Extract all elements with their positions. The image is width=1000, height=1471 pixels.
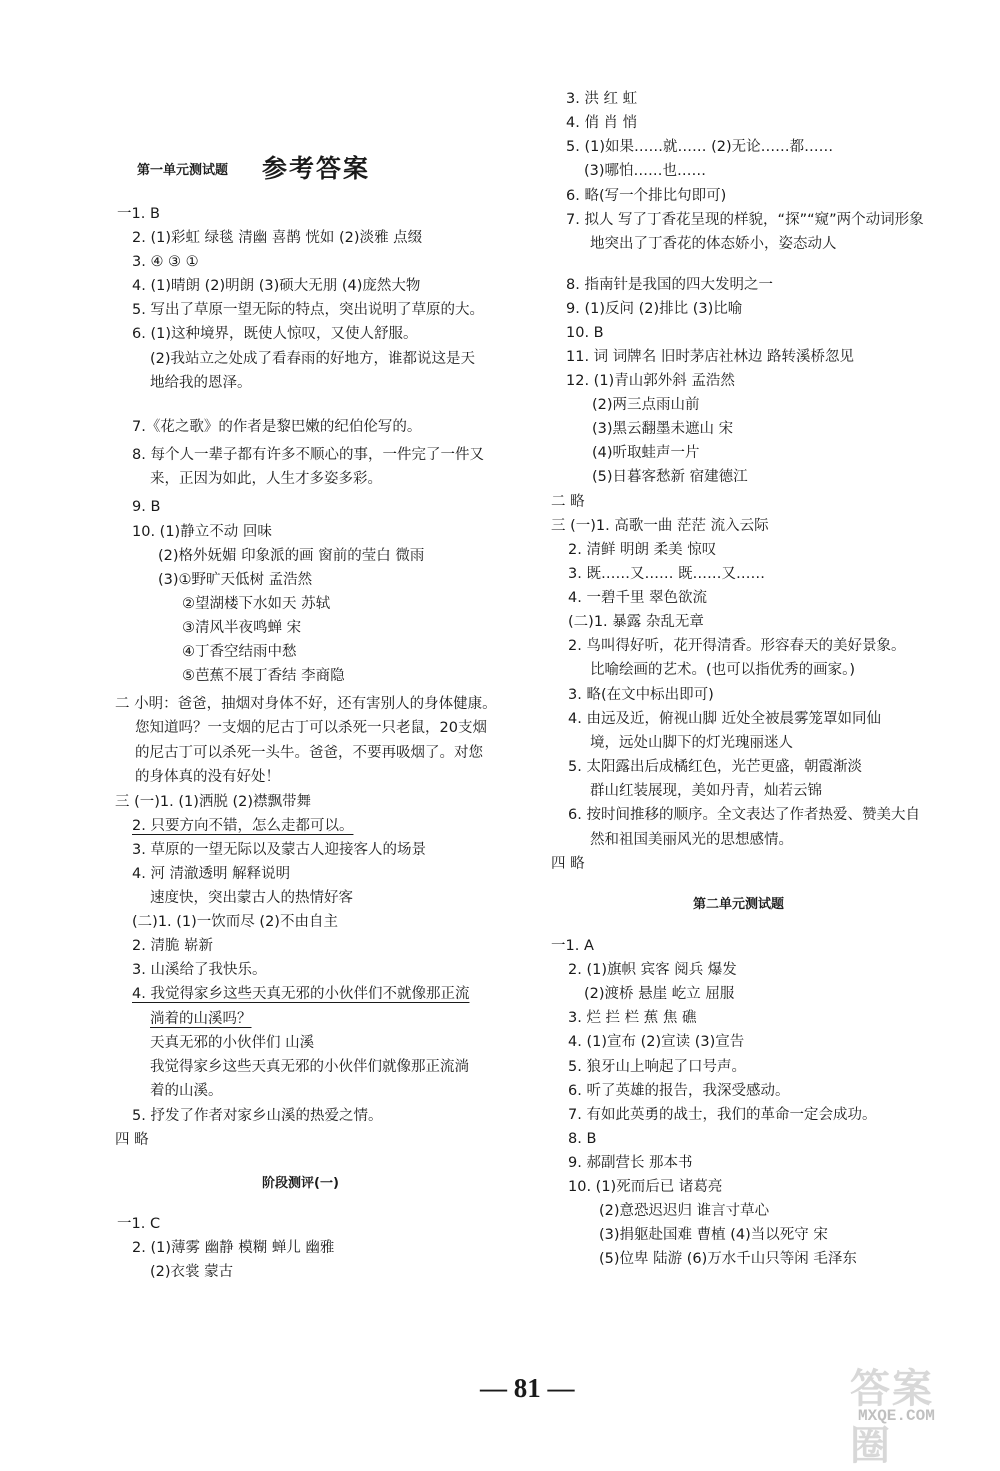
answer-line: 4. 河 清澈透明 解释说明 [132,866,291,882]
watermark-text: 答案圈 [850,1366,934,1469]
answer-line: 7.《花之歌》的作者是黎巴嫩的纪伯伦写的。 [132,419,422,435]
answer-line: 一1. A [551,938,594,954]
answer-line: 2. 只要方向不错，怎么走都可以。 [132,818,354,834]
page-title: 参考答案 [262,154,371,183]
answer-line: 5. 抒发了作者对家乡山溪的热爱之情。 [132,1108,383,1124]
answer-line: 9. (1)反问 (2)排比 (3)比喻 [566,301,743,317]
answer-line: 4. (1)宣布 (2)宣读 (3)宣告 [568,1034,745,1050]
answer-line: 10. (1)静立不动 回味 [132,524,272,540]
answer-line: (2)格外妩媚 印象派的画 窗前的莹白 微雨 [158,548,425,564]
answer-line: 淌着的山溪吗？ [150,1011,252,1027]
answer-line: (2)我站立之处成了看春雨的好地方，谁都说这是天 [150,351,476,367]
answer-line: 8. 指南针是我国的四大发明之一 [566,277,773,293]
answer-line: 速度快，突出蒙古人的热情好客 [150,890,353,906]
answer-line: 2. 清鲜 明朗 柔美 惊叹 [568,542,717,558]
answer-line: 3. 烂 拦 栏 蕉 焦 礁 [568,1010,697,1026]
answer-line: (二)1. 暴露 杂乱无章 [568,614,704,630]
answer-line: 四 略 [115,1132,149,1148]
answer-line: (2)衣裳 蒙古 [150,1264,234,1280]
answer-line: 四 略 [551,856,585,872]
page-number: — 81 — [480,1373,575,1403]
answer-line: (3)①野旷天低树 孟浩然 [158,572,313,588]
answer-line: (2)两三点雨山前 [592,397,700,413]
answer-line: 的尼古丁可以杀死一头牛。爸爸，不要再吸烟了。对您 [135,745,483,761]
answer-line: 一1. B [117,206,160,222]
answer-line: 4. (1)晴朗 (2)明朗 (3)硕大无朋 (4)庞然大物 [132,278,421,294]
answer-line: 12. (1)青山郭外斜 孟浩然 [566,373,735,389]
answer-line: ⑤芭蕉不展丁香结 李商隐 [182,668,345,684]
answer-line: ③清风半夜鸣蝉 宋 [182,620,302,636]
section-heading: 阶段测评(一) [262,1176,339,1191]
answer-line: 您知道吗？一支烟的尼古丁可以杀死一只老鼠，20支烟 [135,720,487,736]
answer-line: (4)听取蛙声一片 [592,445,700,461]
answer-line: 9. 郝副营长 那本书 [568,1155,693,1171]
answer-line: 3. 草原的一望无际以及蒙古人迎接客人的场景 [132,842,426,858]
answer-line: 3. 山溪给了我快乐。 [132,962,267,978]
answer-line: 着的山溪。 [150,1083,223,1099]
answer-line: 3. ④ ③ ① [132,254,199,270]
answer-line: 7. 有如此英勇的战士，我们的革命一定会成功。 [568,1107,877,1123]
section-heading: 第二单元测试题 [693,897,785,912]
answer-line: 地突出了丁香花的体态娇小，姿态动人 [590,236,837,252]
answer-line: 然和祖国美丽风光的思想感情。 [590,832,793,848]
answer-line: 11. 词 词牌名 旧时茅店社林边 路转溪桥忽见 [566,349,854,365]
answer-line: 4. 一碧千里 翠色欲流 [568,590,708,606]
answer-line: 三 (一)1. 高歌一曲 茫茫 流入云际 [551,518,769,534]
answer-line: (二)1. (1)一饮而尽 (2)不由自主 [132,914,338,930]
answer-line: 6. 按时间推移的顺序。全文表达了作者热爱、赞美大自 [568,807,920,823]
section-heading: 第一单元测试题 [137,163,229,178]
answer-line: 6. (1)这种境界，既使人惊叹，又使人舒服。 [132,326,418,342]
answer-line: 2. (1)旗帜 宾客 阅兵 爆发 [568,962,737,978]
answer-line: (5)位卑 陆游 (6)万水千山只等闲 毛泽东 [599,1251,857,1267]
answer-line: (2)渡桥 悬崖 屹立 屈服 [584,986,735,1002]
answer-line: 6. 略(写一个排比句即可) [566,188,727,204]
answer-line: 来，正因为如此，人生才多姿多彩。 [150,471,382,487]
answer-line: 二 小明：爸爸，抽烟对身体不好，还有害别人的身体健康。 [115,696,497,712]
answer-line: 2. 清脆 崭新 [132,938,214,954]
answer-line: 7. 拟人 写了丁香花呈现的样貌，“探”“窥”两个动词形象 [566,212,924,228]
answer-line: 9. B [132,499,161,515]
answer-line: 比喻绘画的艺术。(也可以指优秀的画家。) [590,662,856,678]
answer-line: 3. 既……又…… 既……又…… [568,566,766,582]
answer-line: ④丁香空结雨中愁 [182,644,297,660]
answer-line: 我觉得家乡这些天真无邪的小伙伴们就像那正流淌 [150,1059,469,1075]
answer-line: 二 略 [551,494,585,510]
answer-line: 8. 每个人一辈子都有许多不顺心的事，一件完了一件又 [132,447,484,463]
answer-line: 4. 由远及近，俯视山脚 近处全被晨雾笼罩如同仙 [568,711,882,727]
answer-line: 三 (一)1. (1)洒脱 (2)襟飘带舞 [115,794,312,810]
answer-line: 天真无邪的小伙伴们 山溪 [150,1035,315,1051]
answer-line: 8. B [568,1131,597,1147]
answer-line: 一1. C [117,1216,161,1232]
answer-line: 5. 狼牙山上响起了口号声。 [568,1059,746,1075]
answer-line: 10. B [566,325,604,341]
answer-line: ②望湖楼下水如天 苏轼 [182,596,331,612]
answer-line: 10. (1)死而后已 诸葛亮 [568,1179,723,1195]
answer-line: (3)哪怕……也…… [584,163,707,179]
answer-line: 5. 写出了草原一望无际的特点，突出说明了草原的大。 [132,302,484,318]
answer-line: 3. 洪 红 虹 [566,91,638,107]
answer-line: (2)意恐迟迟归 谁言寸草心 [599,1203,770,1219]
answer-line: 6. 听了英雄的报告，我深受感动。 [568,1083,790,1099]
answer-line: 4. 我觉得家乡这些天真无邪的小伙伴们不就像那正流 [132,986,470,1002]
answer-line: (3)捐躯赴国难 曹植 (4)当以死守 宋 [599,1227,828,1243]
answer-line: 5. (1)如果……就…… (2)无论……都…… [566,139,834,155]
answer-line: 4. 俏 肖 悄 [566,115,638,131]
answer-line: 3. 略(在文中标出即可) [568,687,714,703]
answer-line: 2. (1)彩虹 绿毯 清幽 喜鹊 恍如 (2)淡雅 点缀 [132,230,423,246]
answer-line: 的身体真的没有好处！ [135,769,280,785]
answer-line: (3)黑云翻墨未遮山 宋 [592,421,734,437]
watermark-logo [842,1357,972,1469]
answer-line: (5)日暮客愁新 宿建德江 [592,469,748,485]
answer-line: 2. 鸟叫得好听，花开得清香。形容春天的美好景象。 [568,638,906,654]
answer-line: 境，远处山脚下的灯光瑰丽迷人 [590,735,793,751]
answer-line: 地给我的恩泽。 [150,375,252,391]
answer-line: 2. (1)薄雾 幽静 模糊 蝉儿 幽雅 [132,1240,335,1256]
watermark-url: MXQE.COM [858,1407,935,1425]
answer-line: 5. 太阳露出后成橘红色，光芒更盛，朝霞渐淡 [568,759,862,775]
answer-line: 群山红装展现，美如丹青，灿若云锦 [590,783,822,799]
